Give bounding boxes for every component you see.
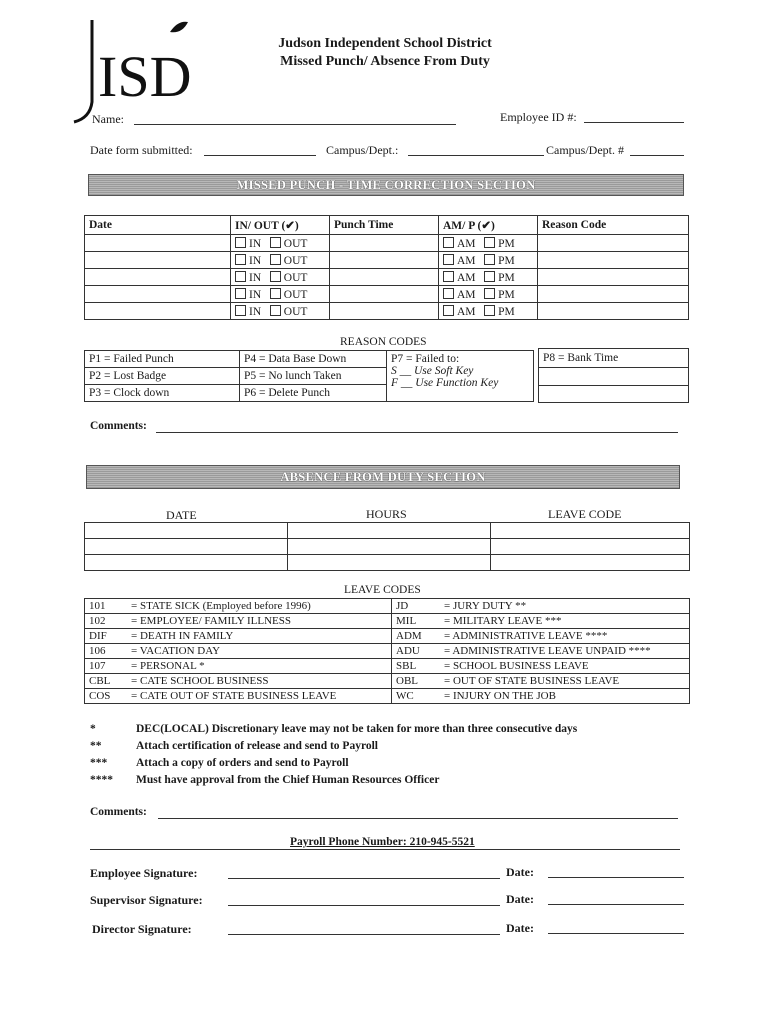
absence-hours-cell[interactable]	[288, 539, 491, 555]
leave-codes-table	[84, 598, 690, 704]
leave-code: CBL	[85, 674, 128, 689]
employee-id-label: Employee ID #:	[500, 110, 577, 124]
am-pm-cell	[439, 235, 538, 252]
leave-code-desc: = EMPLOYEE/ FAMILY ILLNESS	[127, 614, 392, 629]
leave-code-desc: = SCHOOL BUSINESS LEAVE	[440, 659, 690, 674]
in-label: IN	[249, 237, 262, 250]
am-pm-cell	[439, 286, 538, 303]
leave-code: DIF	[85, 629, 128, 644]
note-text: DEC(LOCAL) Discretionary leave may not be taken for more than three consecutive days	[136, 723, 578, 735]
in-out-cell	[231, 303, 330, 320]
code-p7-box	[386, 350, 534, 402]
in-out-cell	[231, 252, 330, 269]
code-p5: P5 = No lunch Taken	[240, 368, 387, 385]
pm-label: PM	[498, 237, 515, 250]
leave-code: ADU	[392, 644, 441, 659]
code-p8: P8 = Bank Time	[539, 349, 689, 368]
director-date-field[interactable]	[548, 933, 684, 934]
punch-time-cell[interactable]	[330, 252, 439, 269]
leave-code: ADM	[392, 629, 441, 644]
out-checkbox[interactable]	[270, 271, 281, 282]
absence-date-cell[interactable]	[85, 555, 288, 571]
table-row	[85, 303, 689, 320]
comments-field[interactable]	[156, 432, 678, 433]
campus-dept-num-label: Campus/Dept. #	[546, 143, 624, 157]
note-marker: ****	[90, 774, 113, 786]
leave-code: 101	[85, 599, 128, 614]
am-pm-cell	[439, 252, 538, 269]
reason-codes-title: REASON CODES	[340, 336, 427, 348]
code-p7-function: F __ Use Function Key	[391, 377, 499, 389]
leave-codes-title: LEAVE CODES	[344, 584, 421, 596]
code-p8-empty	[539, 386, 689, 403]
col-punch-time-header: Punch Time	[330, 216, 439, 235]
note-text: Attach certification of release and send to Payroll	[136, 740, 378, 752]
campus-dept-label: Campus/Dept.:	[326, 143, 399, 157]
in-label: IN	[249, 288, 262, 301]
am-checkbox[interactable]	[443, 237, 454, 248]
leave-code: SBL	[392, 659, 441, 674]
leave-code-desc: = MILITARY LEAVE ***	[440, 614, 690, 629]
in-checkbox[interactable]	[235, 254, 246, 265]
comments-label: Comments:	[90, 420, 147, 432]
reason-code-cell[interactable]	[538, 286, 689, 303]
am-checkbox[interactable]	[443, 305, 454, 316]
in-label: IN	[249, 305, 262, 318]
note-marker: ***	[90, 757, 108, 769]
leave-code-row	[85, 629, 690, 644]
employee-date-field[interactable]	[548, 877, 684, 878]
am-label: AM	[457, 271, 476, 284]
leave-code: 102	[85, 614, 128, 629]
jisd-logo	[70, 14, 200, 124]
pm-checkbox[interactable]	[484, 254, 495, 265]
pm-label: PM	[498, 271, 515, 284]
absence-hours-cell[interactable]	[288, 555, 491, 571]
table-row	[85, 252, 689, 269]
absence-leave-code-cell[interactable]	[491, 555, 690, 571]
leave-code-row	[85, 674, 690, 689]
reason-codes-table-a	[84, 350, 387, 402]
punch-time-cell[interactable]	[330, 235, 439, 252]
absence-section-header: ABSENCE FROM DUTY SECTION	[86, 465, 680, 489]
in-label: IN	[249, 271, 262, 284]
supervisor-signature-field[interactable]	[228, 905, 500, 906]
in-checkbox[interactable]	[235, 237, 246, 248]
out-label: OUT	[283, 288, 308, 301]
absence-hours-header: HOURS	[366, 507, 407, 521]
out-label: OUT	[283, 254, 308, 267]
reason-code-cell[interactable]	[538, 252, 689, 269]
district-name: Judson Independent School District	[278, 36, 492, 51]
table-row	[85, 523, 690, 539]
table-row	[85, 539, 690, 555]
leave-code-row	[85, 689, 690, 704]
code-p4: P4 = Data Base Down	[240, 351, 387, 368]
absence-date-header: DATE	[166, 508, 197, 522]
leave-code-row	[85, 614, 690, 629]
date-submitted-field[interactable]	[204, 155, 316, 156]
missed-punch-section-header: MISSED PUNCH - TIME CORRECTION SECTION	[88, 174, 684, 196]
date-cell[interactable]	[85, 269, 231, 286]
in-out-cell	[231, 269, 330, 286]
leave-code-desc: = CATE SCHOOL BUSINESS	[127, 674, 392, 689]
leave-code-desc: = JURY DUTY **	[440, 599, 690, 614]
table-row	[85, 269, 689, 286]
leave-code-desc: = INJURY ON THE JOB	[440, 689, 690, 704]
date-cell[interactable]	[85, 286, 231, 303]
am-label: AM	[457, 237, 476, 250]
note-marker: *	[90, 723, 96, 735]
leave-code-row	[85, 644, 690, 659]
employee-id-field[interactable]	[584, 122, 684, 123]
pm-checkbox[interactable]	[484, 288, 495, 299]
form-title: Missed Punch/ Absence From Duty	[280, 54, 490, 69]
in-label: IN	[249, 254, 262, 267]
leave-code-desc: = PERSONAL *	[127, 659, 392, 674]
code-p6: P6 = Delete Punch	[240, 385, 387, 402]
leave-code-desc: = STATE SICK (Employed before 1996)	[127, 599, 392, 614]
employee-signature-field[interactable]	[228, 878, 500, 879]
leave-code: OBL	[392, 674, 441, 689]
out-checkbox[interactable]	[270, 254, 281, 265]
director-signature-field[interactable]	[228, 934, 500, 935]
code-p2: P2 = Lost Badge	[85, 368, 240, 385]
am-checkbox[interactable]	[443, 271, 454, 282]
absence-date-cell[interactable]	[85, 523, 288, 539]
out-checkbox[interactable]	[270, 305, 281, 316]
date-cell[interactable]	[85, 252, 231, 269]
leave-code: WC	[392, 689, 441, 704]
punch-time-cell[interactable]	[330, 269, 439, 286]
reason-code-cell[interactable]	[538, 303, 689, 320]
pm-label: PM	[498, 305, 515, 318]
director-date-label: Date:	[506, 921, 534, 935]
in-checkbox[interactable]	[235, 305, 246, 316]
missed-punch-table	[84, 215, 689, 320]
absence-date-cell[interactable]	[85, 539, 288, 555]
out-checkbox[interactable]	[270, 288, 281, 299]
leave-code-desc: = VACATION DAY	[127, 644, 392, 659]
am-label: AM	[457, 254, 476, 267]
supervisor-date-field[interactable]	[548, 904, 684, 905]
out-label: OUT	[283, 271, 308, 284]
leave-code: 107	[85, 659, 128, 674]
leave-code: COS	[85, 689, 128, 704]
out-label: OUT	[283, 305, 308, 318]
pm-label: PM	[498, 288, 515, 301]
pm-checkbox[interactable]	[484, 237, 495, 248]
absence-table	[84, 522, 690, 571]
am-label: AM	[457, 288, 476, 301]
campus-dept-num-field[interactable]	[630, 155, 684, 156]
employee-signature-label: Employee Signature:	[90, 866, 198, 880]
reason-code-cell[interactable]	[538, 235, 689, 252]
code-p8-empty	[539, 368, 689, 386]
code-p7: P7 = Failed to:	[391, 353, 460, 365]
date-cell[interactable]	[85, 303, 231, 320]
leave-code-desc: = ADMINISTRATIVE LEAVE ****	[440, 629, 690, 644]
reason-code-cell[interactable]	[538, 269, 689, 286]
leave-code: JD	[392, 599, 441, 614]
leave-code-desc: = CATE OUT OF STATE BUSINESS LEAVE	[127, 689, 392, 704]
col-in-out-header: IN/ OUT (✔)	[231, 216, 330, 235]
supervisor-signature-label: Supervisor Signature:	[90, 893, 203, 907]
leave-code-desc: = DEATH IN FAMILY	[127, 629, 392, 644]
absence-leave-code-cell[interactable]	[491, 523, 690, 539]
am-pm-cell	[439, 269, 538, 286]
payroll-line	[90, 849, 680, 850]
leave-code-desc: = OUT OF STATE BUSINESS LEAVE	[440, 674, 690, 689]
am-pm-cell	[439, 303, 538, 320]
leave-code: 106	[85, 644, 128, 659]
leave-code-desc: = ADMINISTRATIVE LEAVE UNPAID ****	[440, 644, 690, 659]
campus-dept-field[interactable]	[408, 155, 544, 156]
col-reason-code-header: Reason Code	[538, 216, 689, 235]
code-p1: P1 = Failed Punch	[85, 351, 240, 368]
in-out-cell	[231, 235, 330, 252]
code-p7-soft: S __ Use Soft Key	[391, 365, 474, 377]
col-date-header: Date	[85, 216, 231, 235]
table-row	[85, 286, 689, 303]
employee-date-label: Date:	[506, 865, 534, 879]
name-label: Name:	[92, 112, 124, 126]
in-out-cell	[231, 286, 330, 303]
leave-code: MIL	[392, 614, 441, 629]
date-submitted-label: Date form submitted:	[90, 143, 193, 157]
pm-label: PM	[498, 254, 515, 267]
name-field[interactable]	[134, 124, 456, 125]
reason-codes-table-b	[538, 348, 689, 403]
out-label: OUT	[283, 237, 308, 250]
table-row	[85, 555, 690, 571]
code-p3: P3 = Clock down	[85, 385, 240, 402]
leave-code-row	[85, 659, 690, 674]
punch-time-cell[interactable]	[330, 286, 439, 303]
pm-checkbox[interactable]	[484, 305, 495, 316]
col-am-pm-header: AM/ P (✔)	[439, 216, 538, 235]
payroll-phone: Payroll Phone Number: 210-945-5521	[290, 836, 475, 848]
am-checkbox[interactable]	[443, 254, 454, 265]
table-row	[85, 235, 689, 252]
absence-leave-code-header: LEAVE CODE	[548, 507, 622, 521]
punch-time-cell[interactable]	[330, 303, 439, 320]
in-checkbox[interactable]	[235, 271, 246, 282]
in-checkbox[interactable]	[235, 288, 246, 299]
supervisor-date-label: Date:	[506, 892, 534, 906]
absence-hours-cell[interactable]	[288, 523, 491, 539]
note-marker: **	[90, 740, 102, 752]
note-text: Attach a copy of orders and send to Payroll	[136, 757, 349, 769]
am-label: AM	[457, 305, 476, 318]
leave-code-row	[85, 599, 690, 614]
absence-comments-field[interactable]	[158, 818, 678, 819]
absence-comments-label: Comments:	[90, 806, 147, 818]
date-cell[interactable]	[85, 235, 231, 252]
director-signature-label: Director Signature:	[92, 922, 192, 936]
pm-checkbox[interactable]	[484, 271, 495, 282]
note-text: Must have approval from the Chief Human Resources Officer	[136, 774, 440, 786]
out-checkbox[interactable]	[270, 237, 281, 248]
absence-leave-code-cell[interactable]	[491, 539, 690, 555]
am-checkbox[interactable]	[443, 288, 454, 299]
svg-text:ISD: ISD	[98, 44, 192, 109]
